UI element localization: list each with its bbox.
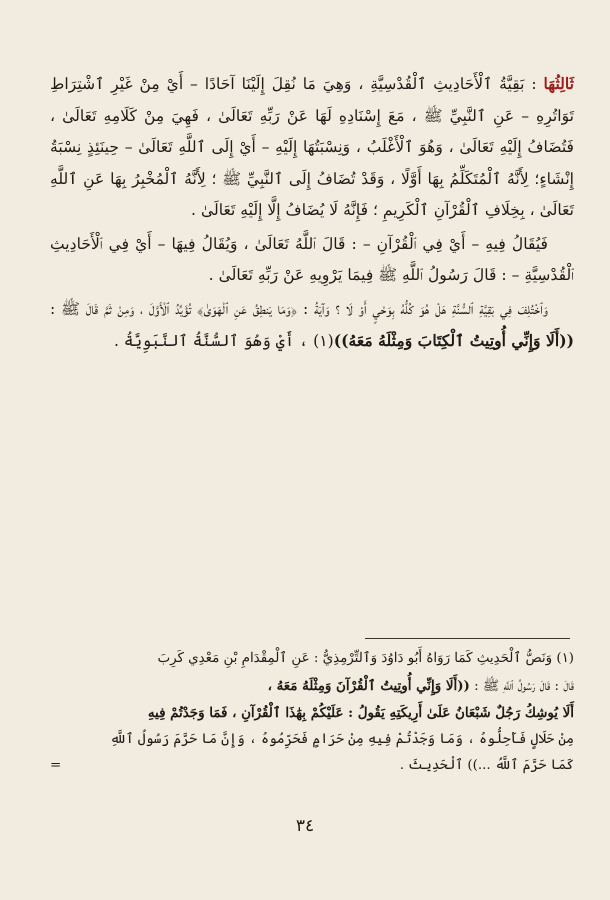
footnote-line: أَلَا يُوشِكُ رَجُلٌ شَبْعَانُ عَلَىٰ أَرِيكَتِهِ يَقُولُ : عَلَيْكُمْ بِهَٰذَا ٱلْقُرْآنِ ، فَمَا وَجَدْتُمْ فِيهِ xyxy=(147,705,574,722)
paragraph-1-text: : بَقِيَّةُ ٱلْأَحَادِيثِ ٱلْقُدْسِيَّةِ ، وَهِيَ مَا نُقِلَ إِلَيْنَا آحَادًا – أَيْ مِنْ غَيْرِ ٱشْتِرَاطِ تَوَاتُرِهِ – عَنِ ٱلنَّبِيِّ ﷺ ، مَعَ إِسْنَادِهِ لَهَا عَنْ رَبِّهِ تَعَالَىٰ ، فَهِيَ مِنْ كَلَامِهِ تَعَالَىٰ ، فَتُضَافُ إِلَيْهِ تَعَالَىٰ ، وَهُوَ ٱلْأَغْلَبُ ، وَنِسْبَتُهَا إِلَيْهِ – أَيْ إِلَى ٱللَّهِ تَعَالَىٰ – حِينَئِذٍ نِسْبَةُ إِنْشَاءٍ؛ لِأَنَّهُ ٱلْمُتَكَلِّمُ بِهَا أَوَّلًا ، وَقَدْ تُضَافُ إِلَى ٱلنَّبِيِّ ﷺ ؛ لِأَنَّهُ ٱلْمُخْبِرُ بِهَا عَنِ ٱللَّهِ تَعَالَىٰ ، بِخِلَافِ ٱلْقُرْآنِ ٱلْكَرِيمِ ؛ فَإِنَّهُ لَا يُضَافُ إِلَّا إِلَيْهِ تَعَالَىٰ . xyxy=(50,75,574,219)
hadith-quote: ((أَلَا وَإِنِّي أُوتِيتُ ٱلْكِتَابَ وَمِثْلَهُ مَعَهُ)) xyxy=(333,331,574,350)
paragraph-3-text-b: (١) ، أَيْ وَهُوَ ٱلسُّنَّةُ ٱلنَّبَوِيَّةُ . xyxy=(113,332,334,350)
footnote-hadith-quote: ((أَلَا وَإِنِّي أُوتِيتُ ٱلْقُرْآنَ وَمِثْلَهُ مَعَهُ ، xyxy=(267,677,470,694)
paragraph-3-text-a: وَٱخْتُلِفَ فِي بَقِيَّةِ ٱلسُّنَّةِ هَلْ هُوَ كُلُّهُ بِوَحْيٍ أَوْ لَا ؟ وَآيَةُ : ﴿وَمَا يَنطِقُ عَنِ ٱلْهَوَىٰ﴾ تُؤَيِّدُ ٱلْأَوَّلَ ، وَمِنْ ثَمَّ قَالَ ﷺ : xyxy=(50,299,548,318)
footnote-separator xyxy=(365,638,570,639)
footnote-line xyxy=(50,673,574,701)
paragraph-3 xyxy=(50,294,574,358)
footnote-text: قَالَ : قَالَ رَسُولُ ٱللَّهِ ﷺ : xyxy=(469,678,574,694)
paragraph-1 xyxy=(50,68,574,227)
footnote-line: مِنْ حَلَالٍ فَأَحِلُّوهُ ، وَمَا وَجَدْتُمْ فِيهِ مِنْ حَرَامٍ فَحَرِّمُوهُ ، وَإِنَّ مَا حَرَّمَ رَسُولُ ٱللَّهِ xyxy=(110,731,574,747)
footnote-line: (١) وَنَصُّ ٱلْحَدِيثِ كَمَا رَوَاهُ أَبُو دَاوُدَ وَٱلتِّرْمِذِيُّ : عَنِ ٱلْمِقْدَامِ بْنِ مَعْدِي كَرِبَ xyxy=(157,651,574,666)
page-number: ٣٤ xyxy=(295,816,315,836)
continuation-mark: = xyxy=(50,758,62,774)
section-heading-word: ثَالِثُهَا xyxy=(543,74,575,93)
footnote-text: كَمَا حَرَّمَ ٱللَّهُ ...)) ٱلْحَدِيثَ . xyxy=(399,758,574,774)
footnote-line xyxy=(50,753,574,780)
footnote-block xyxy=(50,646,574,780)
main-text xyxy=(50,68,574,360)
paragraph-2: فَيُقَالُ فِيهِ – أَيْ فِي ٱلْقُرْآنِ – : قَالَ ٱللَّهُ تَعَالَىٰ ، وَيُقَالُ فِيهَا – أَيْ فِي ٱلْأَحَادِيثِ ٱلْقُدْسِيَّةِ – : قَالَ رَسُولُ ٱللَّهِ ﷺ فِيمَا يَرْوِيهِ عَنْ رَبِّهِ تَعَالَىٰ . xyxy=(50,234,574,284)
